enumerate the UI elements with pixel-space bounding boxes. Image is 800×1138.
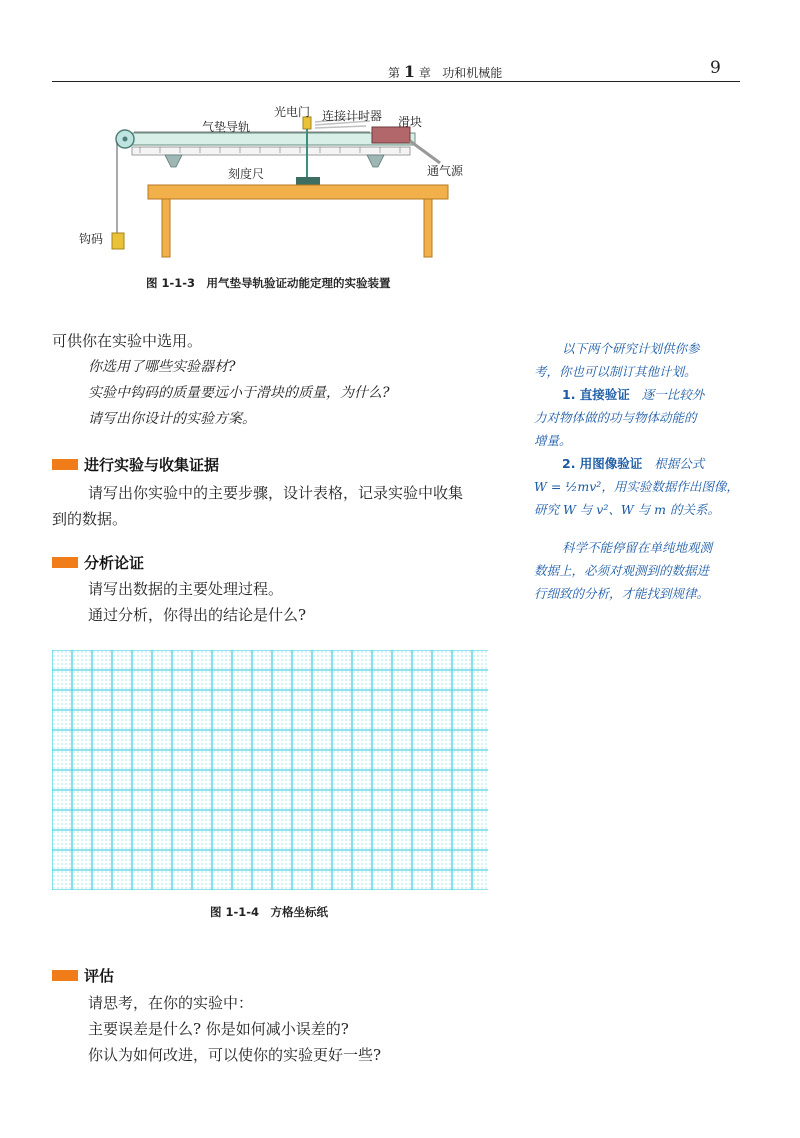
label-hook-weight: 钩码: [79, 232, 104, 246]
table-leg-right: [424, 199, 432, 257]
plan1-title: 1. 直接验证: [562, 387, 630, 402]
note-line-2: 数据上，必须对观测到的数据进: [534, 563, 710, 578]
section-title-experiment: 进行实验与收集证据: [84, 456, 220, 474]
sidebar-intro-line-1: 以下两个研究计划供你参: [562, 341, 700, 356]
page-number: 9: [710, 58, 721, 78]
label-slider: 滑块: [398, 115, 423, 129]
intro-line: 可供你在实验中选用。: [52, 332, 203, 350]
kinetic-energy-formula: W = ½mv²: [534, 479, 602, 494]
evaluation-line-3: 你认为如何改进，可以使你的实验更好一些?: [88, 1046, 382, 1064]
left-support: [165, 155, 182, 167]
table-leg-left: [162, 199, 170, 257]
section-marker: [52, 970, 78, 981]
header-rule: [52, 81, 740, 82]
chapter-prefix: 第: [388, 66, 401, 80]
section-title-evaluation: 评估: [84, 967, 115, 985]
plan2-text-1: 根据公式: [654, 456, 705, 471]
note-line-1: 科学不能停留在单纯地观测: [562, 540, 713, 555]
plan1-text-1: 逐一比较外: [641, 387, 705, 402]
label-scale: 刻度尺: [228, 167, 265, 181]
sidebar-plan2: [534, 452, 740, 475]
question-mass: 实验中钩码的质量要远小于滑块的质量，为什么?: [88, 385, 390, 401]
sidebar-research-plans: [534, 337, 740, 521]
label-photogate: 光电门: [274, 105, 311, 119]
experiment-line-1: 请写出你实验中的主要步骤，设计表格，记录实验中收集: [88, 484, 464, 502]
grid-paper: [52, 650, 488, 890]
figure1-caption: 图 1-1-3 用气垫导轨验证动能定理的实验装置: [146, 276, 391, 290]
analysis-line-2: 通过分析，你得出的结论是什么?: [88, 606, 307, 624]
sidebar-plan1: [534, 383, 740, 406]
label-timer: 连接计时器: [322, 109, 383, 123]
plan1-text-3: 增量。: [534, 433, 572, 448]
analysis-line-1: 请写出数据的主要处理过程。: [88, 580, 284, 598]
chapter-suffix: 章: [418, 66, 431, 80]
label-air-track: 气垫导轨: [202, 120, 251, 134]
evaluation-line-1: 请思考，在你的实验中：: [88, 994, 254, 1012]
section-title-analysis: 分析论证: [84, 554, 145, 572]
chapter-number: 1: [403, 62, 415, 81]
table-top: [148, 185, 448, 199]
evaluation-line-2: 主要误差是什么? 你是如何减小误差的?: [88, 1020, 349, 1038]
chapter-header: [388, 62, 502, 81]
section-marker: [52, 459, 78, 470]
plan2-text-2: ，用实验数据作出图像，: [601, 479, 739, 494]
plan2-title: 2. 用图像验证: [562, 456, 643, 471]
right-support: [367, 155, 384, 167]
label-air-source: 通气源: [427, 164, 464, 178]
hook-weight: [112, 233, 124, 249]
note-line-3: 行细致的分析，才能找到规律。: [534, 586, 710, 601]
sidebar-science-note: [534, 536, 740, 605]
scale-ruler: [132, 147, 410, 155]
experiment-line-2: 到的数据。: [52, 510, 128, 528]
question-equipment: 你选用了哪些实验器材?: [88, 359, 236, 375]
plan2-formula-line: [534, 475, 740, 498]
question-plan: 请写出你设计的实验方案。: [88, 411, 256, 427]
plan2-text-3: 研究 W 与 v²、W 与 m 的关系。: [534, 502, 720, 517]
air-hose: [410, 141, 440, 163]
plan1-text-2: 力对物体做的功与物体动能的: [534, 410, 697, 425]
figure2-caption: 图 1-1-4 方格坐标纸: [210, 905, 329, 919]
section-marker: [52, 557, 78, 568]
photogate-base: [296, 177, 320, 185]
sidebar-intro-line-2: 考，你也可以制订其他计划。: [534, 364, 697, 379]
chapter-title: 功和机械能: [442, 66, 503, 80]
